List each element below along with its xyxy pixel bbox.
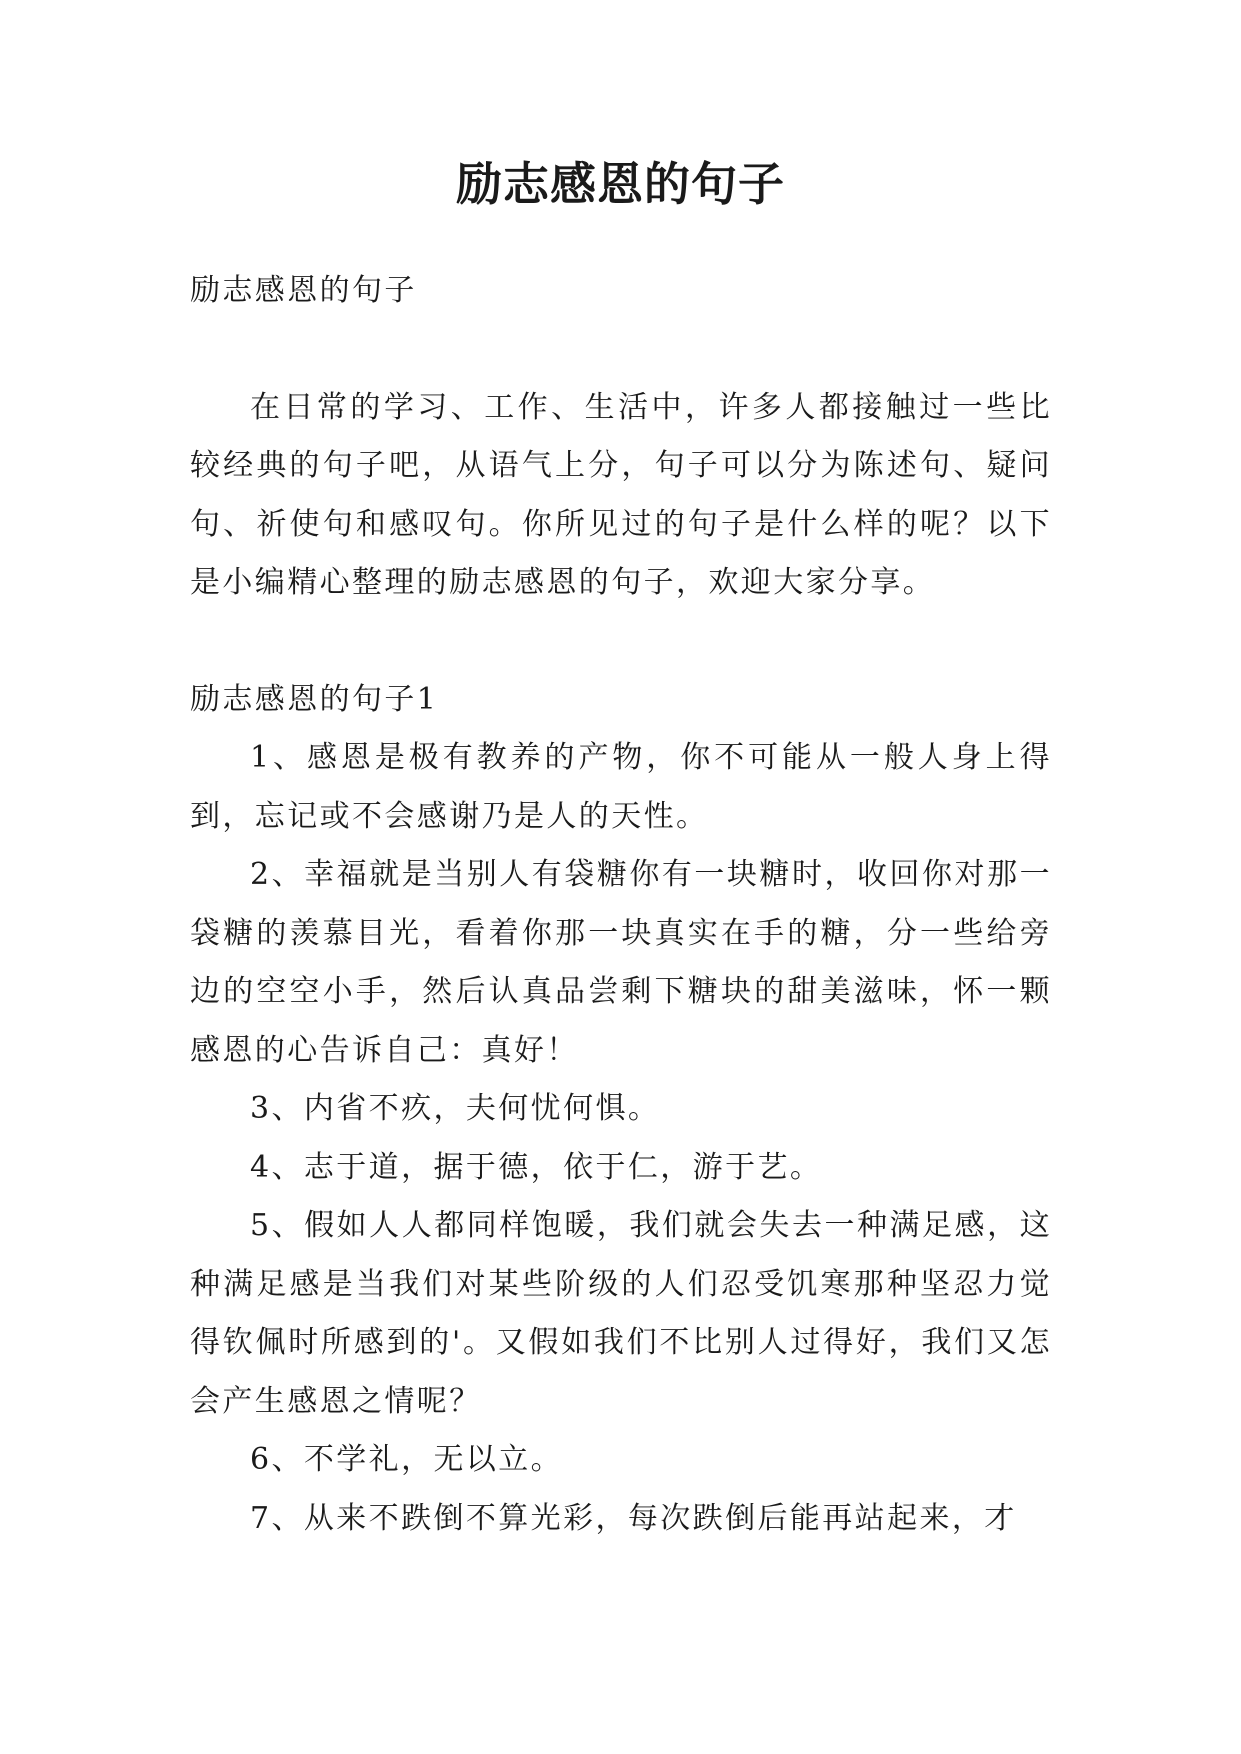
list-item: 2、幸福就是当别人有袋糖你有一块糖时，收回你对那一袋糖的羡慕目光，看着你那一块真实在手的糖，分一些给旁边的空空小手，然后认真品尝剩下糖块的甜美滋味，怀一颗感恩的心告诉自己：真好！	[190, 857, 1052, 1068]
list-item: 1、感恩是极有教养的产物，你不可能从一般人身上得到，忘记或不会感谢乃是人的天性。	[190, 740, 1052, 834]
document-subtitle: 励志感恩的句子	[190, 273, 417, 308]
section-heading: 励志感恩的句子1	[190, 681, 439, 717]
list-item: 4、志于道，据于德，依于仁，游于艺。	[250, 1149, 823, 1185]
list-item: 6、不学礼，无以立。	[250, 1442, 564, 1477]
list-item: 7、从来不跌倒不算光彩，每次跌倒后能再站起来，才	[250, 1500, 1017, 1536]
document-title: 励志感恩的句子	[456, 157, 785, 211]
list-item: 3、内省不疚，夫何忧何惧。	[250, 1091, 661, 1126]
intro-paragraph: 在日常的学习、工作、生活中，许多人都接触过一些比较经典的句子吧，从语气上分，句子可以分为陈述句、疑问句、祈使句和感叹句。你所见过的句子是什么样的呢？以下是小编精心整理的励志感恩的句子，欢迎大家分享。	[190, 389, 1052, 600]
list-item: 5、假如人人都同样饱暖，我们就会失去一种满足感，这种满足感是当我们对某些阶级的人们忍受饥寒那种坚忍力觉得钦佩时所感到的'。又假如我们不比别人过得好，我们又怎会产生感恩之情呢？	[190, 1208, 1052, 1419]
document-body	[190, 262, 1052, 1548]
